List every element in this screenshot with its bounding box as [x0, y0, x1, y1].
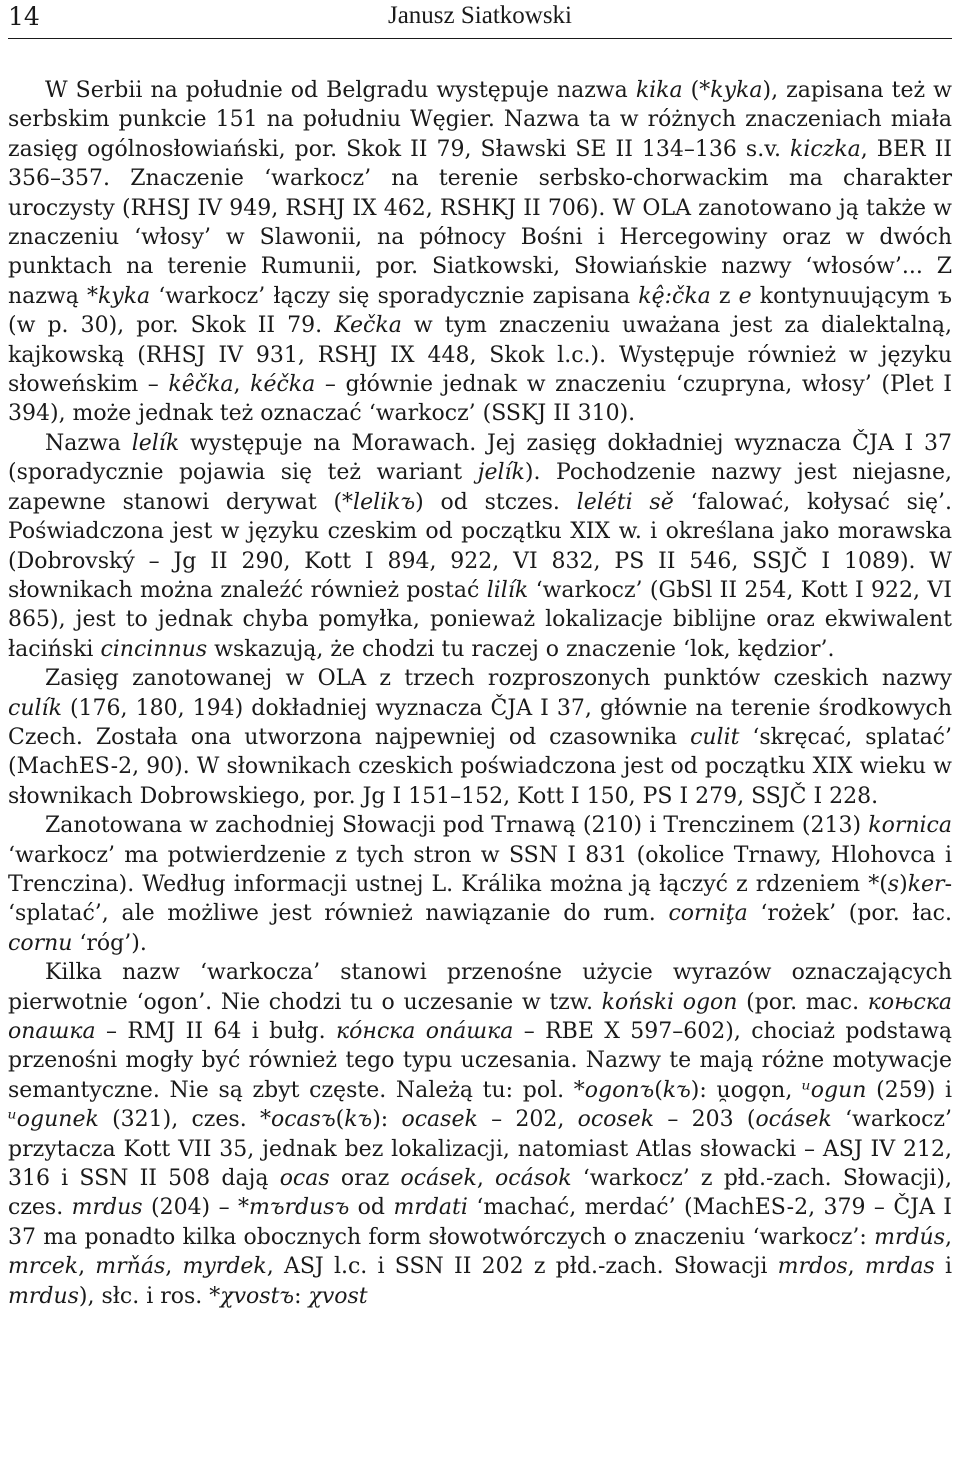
- italic-term: ocasek: [401, 1107, 478, 1133]
- italic-term: lelík: [131, 430, 180, 456]
- italic-term: ᵘogun: [802, 1077, 867, 1103]
- text-run: ‘rożek’ (por. łac.: [747, 901, 952, 927]
- text-run: wskazują, że chodzi tu raczej o znaczenie ‘lok, kędzior’.: [207, 636, 835, 662]
- italic-term: mъrdusъ: [249, 1195, 350, 1221]
- italic-term: mrdas: [864, 1254, 935, 1280]
- italic-term: mrňás: [95, 1254, 166, 1280]
- text-run: ‘skręcać, splatać’ (MachES-2, 90). W słownikach czeskich poświadczona jest od początku XIX wieku w słownikach Dobrowskiego, por. Jg I 151–152, Kott I 150, PS I 279, SSJČ I 228.: [8, 724, 952, 809]
- text-run: ‘machać, merdać’ (MachES-2, 379 – ČJA I 37 ma ponadto kilka obocznych form słowotwórczych o znaczeniu ‘warkocz’:: [8, 1195, 952, 1250]
- text-run: , ASJ l.c. i SSN II 202 z płd.-zach. Słowacji: [266, 1254, 778, 1280]
- italic-term: mrdati: [393, 1195, 468, 1221]
- text-run: ), słc. i ros. *: [78, 1283, 221, 1309]
- italic-term: kyka: [710, 78, 763, 103]
- italic-term: mrdos: [777, 1254, 848, 1280]
- text-run: ,: [165, 1254, 183, 1280]
- text-run: - ‘splatać’, ale możliwe jest również nawiązanie do rum.: [8, 871, 952, 927]
- italic-term: koński ogon: [601, 989, 738, 1015]
- paragraph: [8, 429, 952, 664]
- text-run: – RMJ II 64 i bułg.: [95, 1019, 336, 1044]
- italic-term: коњска опашка: [8, 989, 953, 1044]
- text-run: Zanotowana w zachodniej Słowacji pod Trnawą (210) i Trenczinem (213): [45, 813, 869, 839]
- italic-term: kyka: [97, 283, 151, 309]
- italic-term: ᵘogunek: [8, 1107, 99, 1133]
- text-run: ‘warkocz’ łączy się sporadycznie zapisana: [150, 283, 639, 309]
- text-run: ):: [372, 1107, 402, 1133]
- text-run: ‘warkocz’ przytacza Kott VII 35, jednak bez lokalizacji, natomiast Atlas słowacki – ASJ IV 212, 316 i SSN II 508 dają: [8, 1107, 952, 1192]
- italic-term: kika: [635, 78, 683, 103]
- italic-term: kъ: [662, 1077, 691, 1103]
- italic-term: χvost: [308, 1283, 368, 1309]
- paragraph: [8, 958, 952, 1311]
- text-run: (por. mac.: [737, 989, 868, 1015]
- italic-term: ocasъ: [270, 1107, 336, 1133]
- running-head: Janusz Siatkowski: [387, 2, 573, 29]
- italic-term: mrdus: [8, 1283, 79, 1309]
- text-run: – głównie jednak w znaczeniu ‘czupryna, włosy’ (Plet I 394), może jednak też oznaczać ‘warkocz’ (SSKJ II 310).: [8, 372, 952, 427]
- italic-term: e: [738, 283, 752, 309]
- italic-term: ogonъ: [584, 1077, 655, 1103]
- italic-term: ocosek: [577, 1107, 655, 1133]
- italic-term: s: [887, 871, 900, 897]
- italic-term: kornica: [868, 813, 952, 839]
- paragraph: [8, 76, 952, 429]
- italic-term: lelikъ: [353, 489, 416, 515]
- text-run: ): [899, 871, 908, 897]
- text-run: (*: [682, 78, 711, 103]
- italic-term: cincinnus: [100, 636, 208, 662]
- text-run: Nazwa: [45, 430, 132, 456]
- text-run: – RBE X 597–602), chociaż podstawą przenośni mogły być również tego typu uczesania. Nazwy te mają różne motywacje semantyczne. Nie są zbyt częste. Należą tu: pol. *: [8, 1019, 952, 1103]
- text-run: (321), czes. *: [98, 1107, 271, 1133]
- italic-term: mrdus: [71, 1195, 143, 1221]
- text-run: od: [349, 1195, 394, 1221]
- italic-term: culit: [690, 724, 740, 750]
- italic-term: mrcek: [8, 1254, 79, 1280]
- text-run: (176, 180, 194) dokładniej wyznacza ČJA I 37, głównie na terenie środkowych Czech. Została ona utworzona najpewniej od czasownika: [8, 695, 952, 750]
- text-run: ). Pochodzenie nazwy jest niejasne, zapewne stanowi derywat (*: [8, 460, 952, 515]
- text-run: :: [294, 1283, 309, 1309]
- italic-term: kêčka: [168, 372, 234, 398]
- text-run: – 202,: [477, 1107, 578, 1133]
- text-run: (: [335, 1107, 345, 1133]
- italic-term: kę̂:čka: [638, 283, 711, 309]
- text-run: (259) i: [866, 1077, 952, 1103]
- paragraph: [8, 664, 952, 811]
- text-run: – 203 (: [654, 1107, 756, 1133]
- italic-term: Kečka: [334, 313, 402, 339]
- text-run: ‘warkocz’ z płd.-zach. Słowacji), czes.: [8, 1166, 952, 1221]
- italic-term: mrdús: [874, 1224, 945, 1250]
- text-run: z: [710, 283, 739, 309]
- page-header: [8, 0, 952, 40]
- text-run: ,: [945, 1224, 952, 1250]
- italic-term: corniţa: [668, 901, 748, 927]
- page-number: 14: [8, 2, 40, 31]
- text-run: ,: [78, 1254, 96, 1280]
- text-run: ,: [233, 372, 251, 398]
- italic-term: кóнска опáшка: [335, 1019, 514, 1044]
- text-run: ): u̯ogǫn,: [690, 1077, 803, 1103]
- text-run: i: [934, 1254, 952, 1280]
- text-run: w tym znaczeniu uważana jest za dialektalną, kajkowską (RHSJ IV 931, RSHJ IX 448, Skok l.c.). Występuje również w języku słoweńskim –: [8, 313, 953, 398]
- text-run: oraz: [329, 1166, 401, 1192]
- italic-term: ocásek: [755, 1107, 832, 1133]
- text-run: ‘falować, kołysać się’. Poświadczona jest w języku czeskim od początku XIX w. i określana jako morawska (Dobrovský – Jg II 290, Kott I 894, 922, VI 832, PS II 546, SSJČ I 1089). W słownikach można znaleźć również postać: [8, 489, 952, 603]
- text-run: , BER II 356–357. Znaczenie ‘warkocz’ na terenie serbsko-chorwackim ma charakter uroczysty (RHSJ IV 949, RSHJ IX 462, RSHKJ II 706). W OLA zanotowano ją także w znaczeniu ‘włosy’ w Slawonii, na północy Bośni i Hercegowiny oraz w dwóch punktach na terenie Rumunii, por. Siatkowski, Słowiańskie nazwy ‘włosów’... Z nazwą *: [8, 136, 952, 309]
- text-run: występuje na Morawach. Jej zasięg dokładniej wyznacza ČJA I 37 (sporadycznie pojawia się też wariant: [8, 430, 952, 486]
- text-run: ), zapisana też w serbskim punkcie 151 na południu Węgier. Nazwa ta w różnych znaczeniach miała zasięg ogólnosłowiański, por. Skok II 79, Sławski SE II 134–136 s.v.: [8, 78, 953, 162]
- text-run: ‘róg’).: [72, 930, 147, 956]
- italic-term: kéčka: [250, 372, 316, 398]
- text-run: Zasięg zanotowanej w OLA z trzech rozproszonych punktów czeskich nazwy: [45, 666, 952, 692]
- paragraph: [8, 811, 952, 958]
- italic-term: kъ: [344, 1107, 373, 1133]
- italic-term: ker: [907, 871, 945, 897]
- text-run: (: [654, 1077, 663, 1103]
- italic-term: jelík: [477, 460, 525, 486]
- italic-term: myrdek: [182, 1254, 267, 1280]
- italic-term: lilík: [486, 577, 529, 603]
- text-run: ,: [847, 1254, 865, 1280]
- italic-term: ocások: [495, 1166, 572, 1192]
- body-text: [8, 76, 952, 1311]
- italic-term: ocásek: [400, 1166, 477, 1192]
- italic-term: culík: [8, 695, 62, 721]
- text-run: ‘warkocz’ ma potwierdzenie z tych stron w SSN I 831 (okolice Trnawy, Hlohovca i Trenczina). Według informacji ustnej L. Králika można ją łączyć z rdzeniem *(: [8, 842, 952, 897]
- text-run: (204) – *: [142, 1195, 249, 1221]
- text-run: Kilka nazw ‘warkocza’ stanowi przenośne użycie wyrazów oznaczających pierwotnie ‘ogon’. Nie chodzi tu o uczesanie w tzw.: [8, 960, 952, 1015]
- italic-term: χvostъ: [220, 1283, 295, 1309]
- italic-term: leléti sě: [576, 489, 674, 515]
- text-run: kontynuującym ъ (w p. 30), por. Skok II 79.: [8, 283, 952, 339]
- italic-term: kiczka: [790, 136, 861, 162]
- text-run: ‘warkocz’ (GbSl II 254, Kott I 922, VI 865), jest to jednak chyba pomyłka, ponieważ lokalizacje biblijne oraz ekwiwalent łaciński: [8, 577, 952, 662]
- header-rule: [8, 38, 952, 39]
- italic-term: cornu: [8, 930, 73, 956]
- italic-term: ocas: [279, 1166, 330, 1192]
- text-run: ) od stczes.: [415, 489, 577, 515]
- text-run: W Serbii na południe od Belgradu występuje nazwa: [45, 78, 636, 103]
- text-run: ,: [476, 1166, 496, 1192]
